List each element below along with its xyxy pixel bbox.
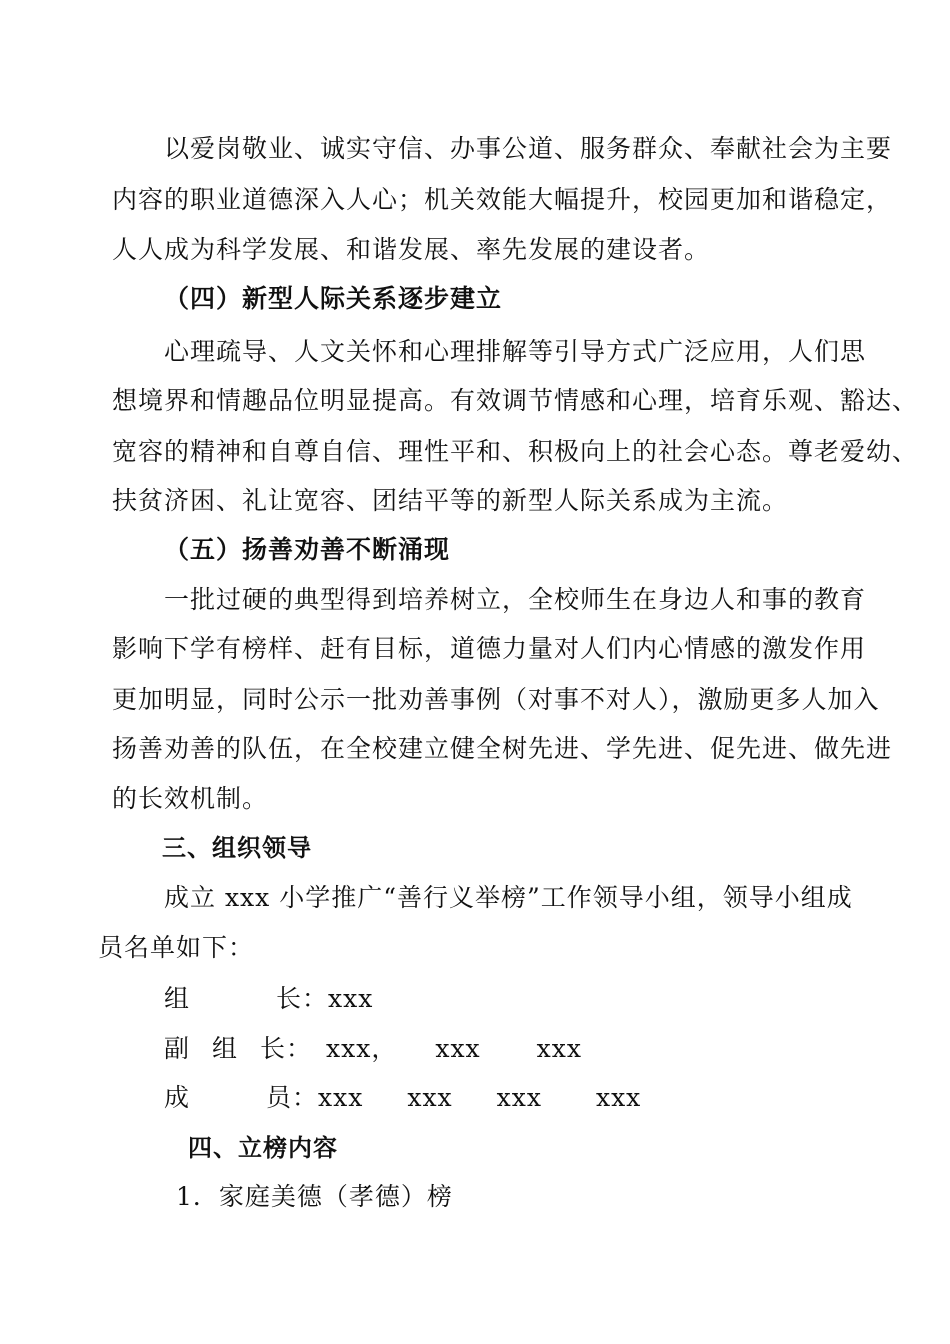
member-name: xxx [407, 1083, 453, 1112]
paragraph-line: 成立 xxx 小学推广“善行义举榜”工作领导小组，领导小组成 [164, 883, 853, 912]
member-name: xxx [318, 1083, 364, 1112]
members-row [164, 1082, 641, 1114]
paragraph-line: 扬善劝善的队伍，在全校建立健全树先进、学先进、促先进、做先进 [112, 734, 893, 763]
paragraph-line: 影响下学有榜样、赶有目标，道德力量对人们内心情感的激发作用 [112, 634, 867, 663]
members-label-suffix: 员： [266, 1083, 319, 1112]
paragraph-line: 内容的职业道德深入人心；机关效能大幅提升，校园更加和谐稳定， [112, 185, 893, 214]
subsection-heading: （四）新型人际关系逐步建立 [164, 284, 503, 313]
leader-name: xxx [328, 984, 374, 1013]
paragraph-line: 一批过硬的典型得到培养树立，全校师生在身边人和事的教育 [164, 585, 867, 614]
section-heading: 四、立榜内容 [188, 1134, 338, 1162]
members-label-char: 成 [164, 1083, 191, 1112]
paragraph-line: 想境界和情趣品位明显提高。有效调节情感和心理，培育乐观、豁达、 [112, 386, 919, 415]
deputy-name: xxx [536, 1034, 582, 1063]
member-name: xxx [595, 1083, 642, 1112]
paragraph-line: 的长效机制。 [112, 784, 269, 813]
deputy-label-char: 副 [164, 1034, 191, 1063]
deputy-name: xxx [435, 1034, 481, 1063]
member-name: xxx [496, 1083, 542, 1112]
leader-label-suffix: 长： [276, 984, 329, 1013]
list-item: 1．家庭美德（孝德）榜 [176, 1182, 453, 1211]
paragraph-line: 员名单如下： [98, 933, 255, 962]
paragraph-line: 扶贫济困、礼让宽容、团结平等的新型人际关系成为主流。 [112, 486, 789, 515]
deputy-name: xxx， [326, 1034, 398, 1063]
paragraph-line: 人人成为科学发展、和谐发展、率先发展的建设者。 [112, 235, 711, 264]
paragraph-line: 更加明显，同时公示一批劝善事例（对事不对人），激励更多人加入 [112, 685, 880, 714]
subsection-heading: （五）扬善劝善不断涌现 [164, 535, 451, 564]
paragraph-line: 心理疏导、人文关怀和心理排解等引导方式广泛应用，人们思 [164, 337, 867, 366]
section-heading: 三、组织领导 [162, 834, 312, 862]
deputy-label-suffix: 长： [260, 1034, 313, 1063]
paragraph-line: 以爱岗敬业、诚实守信、办事公道、服务群众、奉献社会为主要 [164, 134, 893, 163]
deputy-row [164, 1033, 582, 1065]
leader-row [164, 983, 373, 1015]
deputy-label-char: 组 [212, 1034, 239, 1063]
paragraph-line: 宽容的精神和自尊自信、理性平和、积极向上的社会心态。尊老爱幼、 [112, 437, 919, 466]
leader-label-char: 组 [164, 984, 191, 1013]
